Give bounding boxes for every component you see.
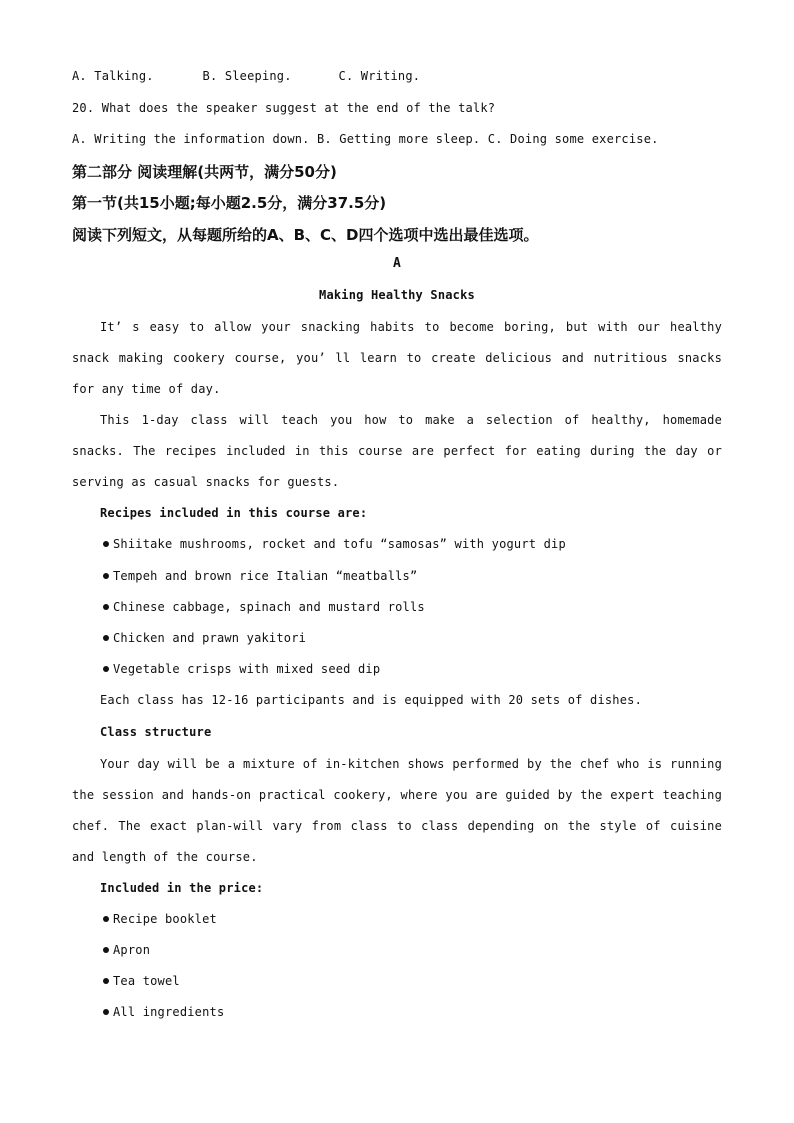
structure-heading: Class structure [100,725,212,739]
structure-paragraph: Your day will be a mixture of in-kitchen shows performed by the chef who is running the session and hands-on practical cookery, where you are guided by the expert teaching chef. The exact plan-will vary from class to class depending on the style of cuisine and length of the course. [72,757,722,864]
recipes-heading: Recipes included in this course are: [100,506,368,520]
paragraph-1: It’ s easy to allow your snacking habits to become boring, but with our healthy snack making cookery course, you’ ll learn to create delicious and nutritious snacks for any time of day. [72,320,722,396]
q19-option-a: A. Talking. [72,69,154,83]
q20-options: A. Writing the information down. B. Getting more sleep. C. Doing some exercise. [72,132,659,146]
passage-letter: A [392,256,402,271]
q19-option-b: B. Sleeping. [202,69,292,83]
instruction: 阅读下列短文，从每题所给的A、B、C、D四个选项中选出最佳选项。 [72,226,539,244]
list-item: Tea towel [103,974,180,988]
q19-options [72,69,420,83]
bullet-icon [103,541,109,547]
bullet-icon [103,1009,109,1015]
sub-title: 第一节(共15小题;每小题2.5分，满分37.5分) [72,194,387,212]
price-heading: Included in the price: [100,881,264,895]
passage-title: Making Healthy Snacks [319,288,475,302]
q19-option-c: C. Writing. [338,69,421,83]
bullet-icon [103,666,109,672]
bullet-icon [103,573,109,579]
list-item: Chicken and prawn yakitori [103,631,306,645]
list-item: Shiitake mushrooms, rocket and tofu “samosas” with yogurt dip [103,537,566,551]
list-item: Vegetable crisps with mixed seed dip [103,662,380,676]
class-size-text: Each class has 12-16 participants and is equipped with 20 sets of dishes. [100,693,642,707]
bullet-icon [103,635,109,641]
list-item: All ingredients [103,1005,224,1019]
part-title: 第二部分 阅读理解(共两节，满分50分) [72,163,337,181]
list-item: Recipe booklet [103,912,217,926]
bullet-icon [103,604,109,610]
bullet-icon [103,947,109,953]
list-item: Tempeh and brown rice Italian “meatballs” [103,569,417,583]
bullet-icon [103,916,109,922]
list-item: Chinese cabbage, spinach and mustard rolls [103,600,425,614]
list-item: Apron [103,943,150,957]
q20-question: 20. What does the speaker suggest at the end of the talk? [72,101,496,115]
bullet-icon [103,978,109,984]
paragraph-2: This 1-day class will teach you how to make a selection of healthy, homemade snacks. The recipes included in this course are perfect for eating during the day or serving as casual snacks for guests. [72,413,722,489]
